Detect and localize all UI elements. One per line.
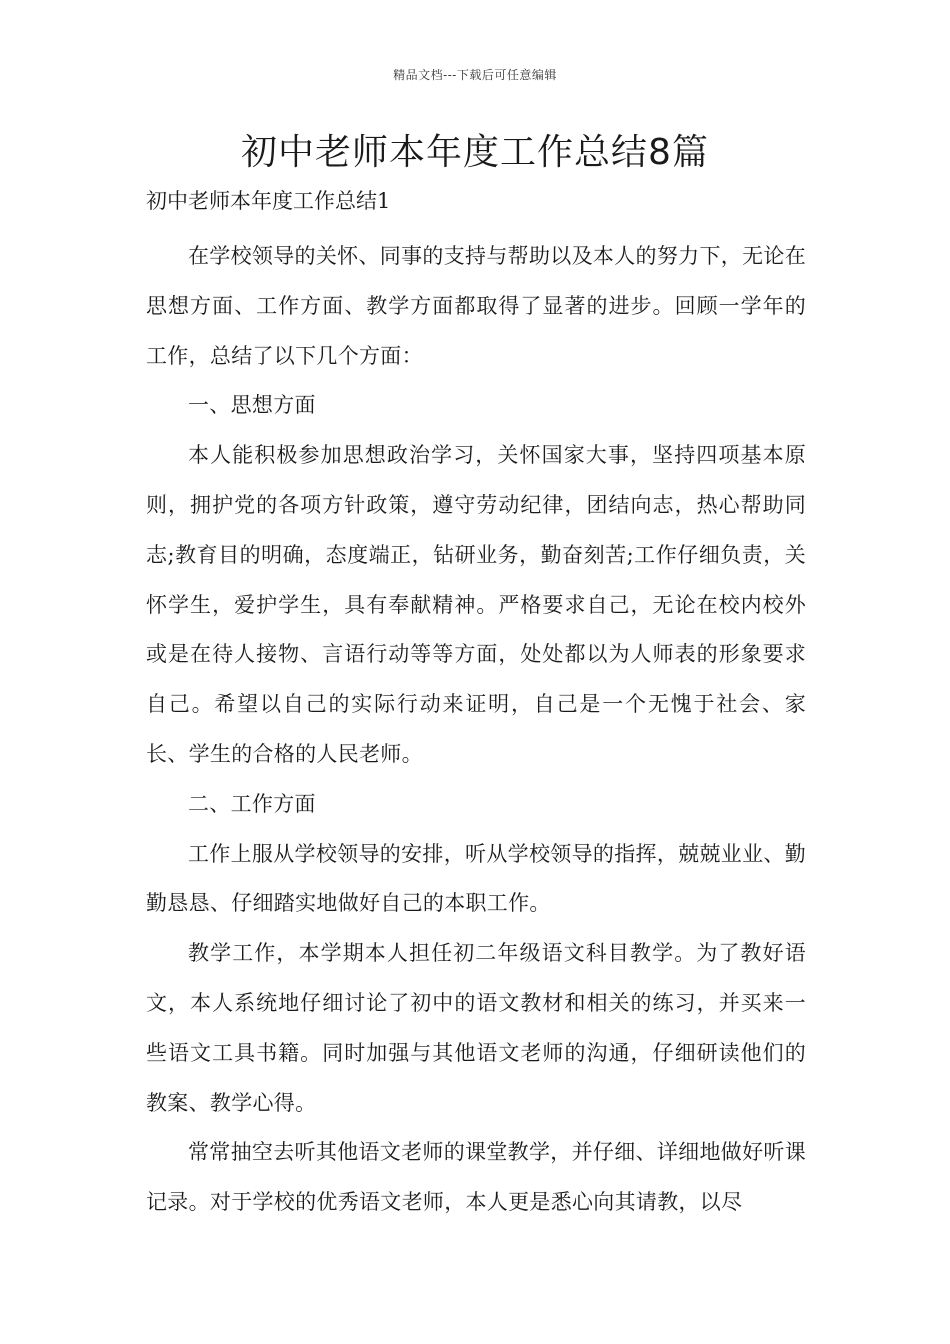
heading-thought: 一、思想方面 (188, 393, 316, 418)
paragraph-intro: 在学校领导的关怀、同事的支持与帮助以及本人的努力下，无论在思想方面、工作方面、教学方面都取得了显著的进步。回顾一学年的工作，总结了以下几个方面： (146, 244, 806, 368)
paragraph-thought: 本人能积极参加思想政治学习，关怀国家大事，坚持四项基本原则，拥护党的各项方针政策，遵守劳动纪律，团结向志，热心帮助同志;教育目的明确，态度端正，钻研业务，勤奋刻苦;工作仔细负责，关怀学生，爱护学生，具有奉献精神。严格要求自己，无论在校内校外或是在待人接物、言语行动等等方面，处处都以为人师表的形象要求自己。希望以自己的实际行动来证明，自己是一个无愧于社会、家长、学生的合格的人民老师。 (146, 443, 806, 766)
paragraph-observation: 常常抽空去听其他语文老师的课堂教学，并仔细、详细地做好听课记录。对于学校的优秀语文老师，本人更是悉心向其请教，以尽 (146, 1140, 806, 1215)
heading-work: 二、工作方面 (188, 791, 316, 816)
section-subtitle: 初中老师本年度工作总结1 (146, 189, 391, 213)
paragraph-teaching: 教学工作，本学期本人担任初二年级语文科目教学。为了教好语文，本人系统地仔细讨论了初中的语文教材和相关的练习，并买来一些语文工具书籍。同时加强与其他语文老师的沟通，仔细研读他们的教案、教学心得。 (146, 941, 806, 1115)
document-body (146, 232, 806, 1228)
paragraph-work: 工作上服从学校领导的安排，听从学校领导的指挥，兢兢业业、勤勤恳恳、仔细踏实地做好自己的本职工作。 (146, 841, 806, 916)
header-note: 精品文档---下载后可任意编辑 (393, 68, 557, 82)
document-title: 初中老师本年度工作总结8篇 (241, 132, 709, 173)
